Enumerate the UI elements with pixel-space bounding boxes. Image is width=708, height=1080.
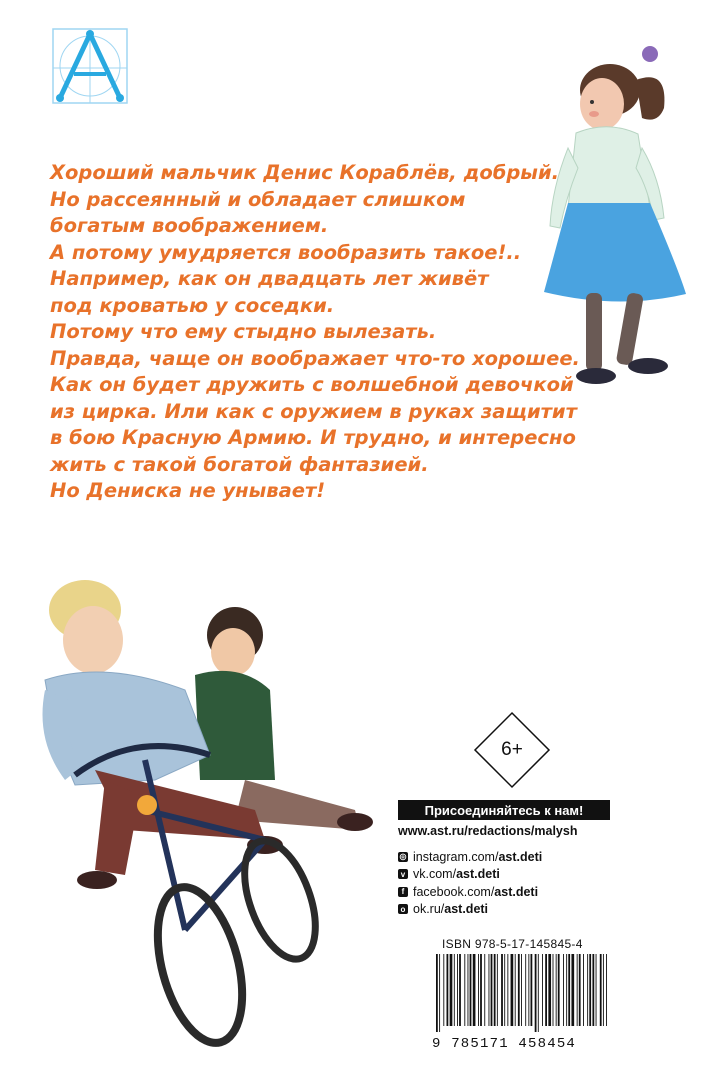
blurb-line: из цирка. Или как с оружием в руках защитит: [50, 399, 577, 423]
social-handle: ast.deti: [456, 867, 500, 882]
website-link[interactable]: www.ast.ru/redactions/malysh: [398, 824, 578, 838]
blurb-text: [50, 160, 610, 505]
vk-icon: v: [398, 869, 408, 879]
blurb-line: жить с такой богатой фантазией.: [50, 452, 429, 476]
facebook-icon: f: [398, 887, 408, 897]
social-link-instagram[interactable]: [398, 848, 542, 866]
blurb-line: под кроватью у соседки.: [50, 293, 335, 317]
social-links: [398, 848, 542, 918]
blurb-line: Например, как он двадцать лет живёт: [50, 267, 489, 290]
social-prefix: facebook.com/: [413, 884, 495, 899]
social-prefix: vk.com/: [413, 867, 457, 882]
boys-bicycle-illustration: [35, 580, 380, 1050]
join-us-banner: Присоединяйтесь к нам!: [398, 800, 610, 820]
blurb-line: Хороший мальчик Денис Кораблёв, добрый.: [50, 161, 560, 184]
social-prefix: ok.ru/: [413, 902, 445, 917]
blurb-line: А потому умудряется вообразить такое!..: [50, 240, 522, 264]
instagram-icon: ◎: [399, 852, 407, 862]
blurb-line: Как он будет дружить с волшебной девочкой: [50, 373, 574, 396]
social-link-ok[interactable]: [398, 901, 542, 919]
social-handle: ast.deti: [494, 884, 539, 899]
social-link-vk[interactable]: [398, 866, 542, 884]
ast-logo: [52, 28, 128, 104]
blurb-line: богатым воображением.: [50, 214, 329, 237]
social-link-facebook[interactable]: [398, 883, 542, 901]
blurb-line: Но Дениска не унывает!: [50, 479, 326, 502]
barcode-number: 9 785171 458454: [432, 1036, 577, 1052]
girl-illustration: [538, 38, 688, 390]
social-handle: ast.deti: [444, 902, 489, 917]
age-rating: 6+: [501, 739, 523, 760]
isbn-label: ISBN 978-5-17-145845-4: [442, 937, 583, 951]
social-prefix: instagram.com/: [413, 849, 499, 864]
ok-icon: o: [398, 904, 408, 914]
blurb-line: в бою Красную Армию. И трудно, и интересно: [50, 426, 576, 449]
blurb-line: Потому что ему стыдно вылезать.: [50, 320, 437, 343]
blurb-line: Правда, чаще он воображает что-то хорошее.: [50, 346, 580, 370]
barcode: [432, 954, 612, 1032]
social-handle: ast.deti: [498, 849, 543, 864]
blurb-line: Но рассеянный и обладает слишком: [50, 187, 466, 211]
